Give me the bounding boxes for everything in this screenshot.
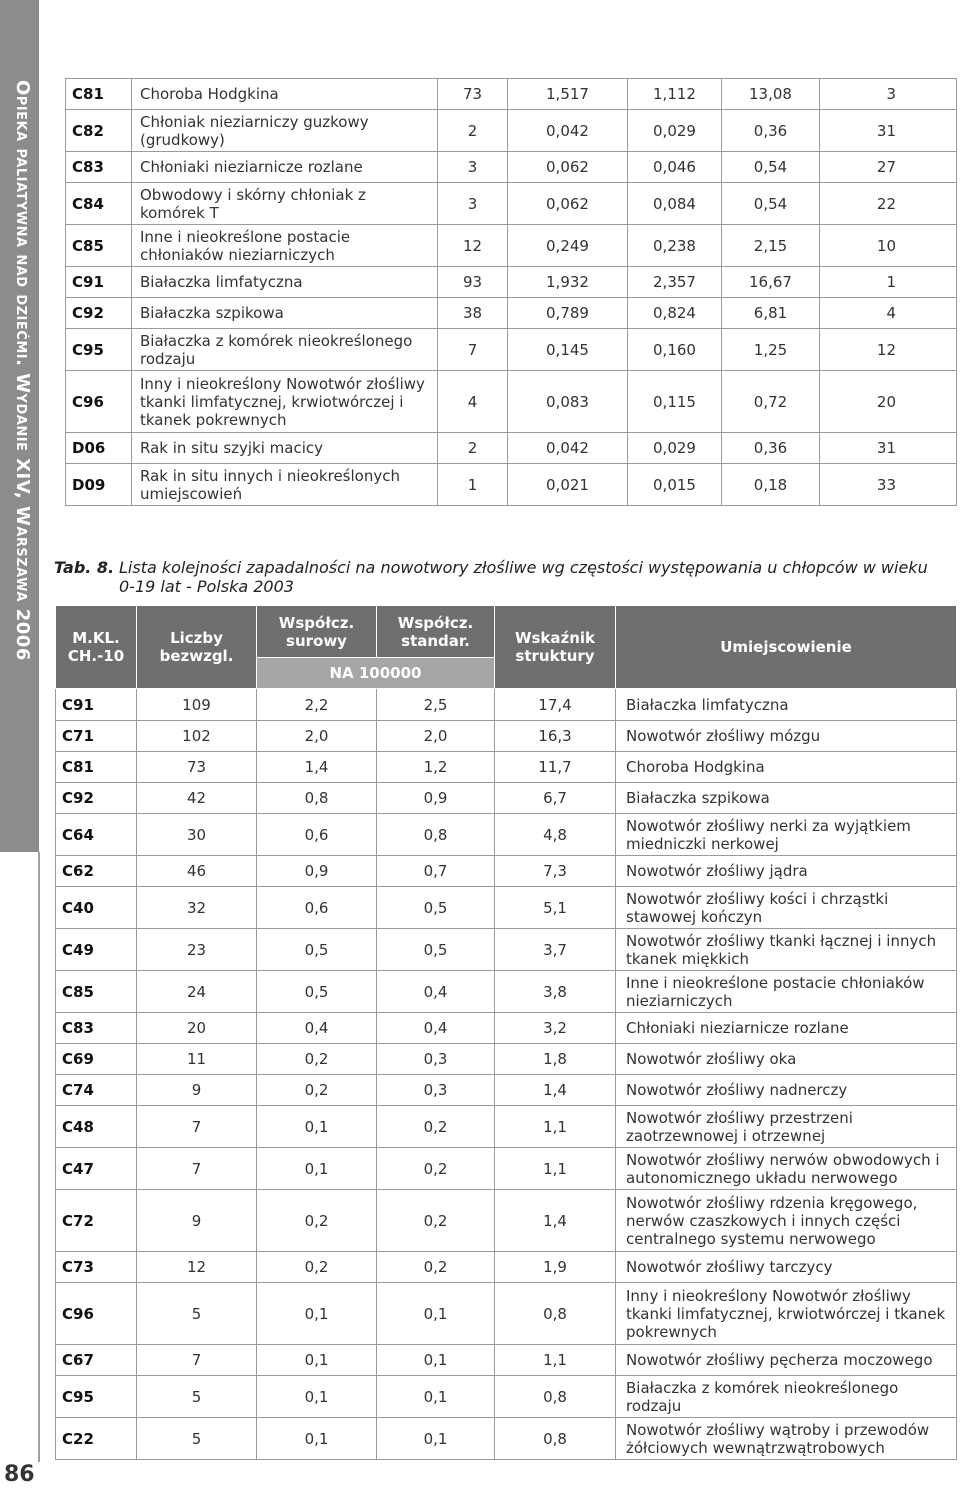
absolute-count: 3 [438,152,508,183]
standardized-rate: 0,046 [628,152,722,183]
structure-index: 7,3 [495,856,616,887]
structure-index: 1,8 [495,1044,616,1075]
structure-index: 0,72 [722,371,820,433]
standardized-rate: 0,3 [377,1075,495,1106]
side-band [0,0,39,852]
crude-rate: 0,5 [257,971,377,1013]
site-description: Nowotwór złośliwy wątroby i przewodów żółciowych wewnątrzwątrobowych [616,1418,957,1460]
crude-rate: 0,1 [257,1106,377,1148]
absolute-count: 30 [137,814,257,856]
standardized-rate: 0,8 [377,814,495,856]
crude-rate: 0,2 [257,1252,377,1283]
site-description: Obwodowy i skórny chłoniak z komórek T [132,183,438,225]
icd-code: C48 [56,1106,137,1148]
icd-code: C82 [66,110,132,152]
site-description: Inne i nieokreślone postacie chłoniaków nieziarniczych [616,971,957,1013]
table-row [66,371,957,433]
site-description: Rak in situ innych i nieokreślonych umiejscowień [132,464,438,506]
table-row [56,856,957,887]
crude-rate: 1,4 [257,752,377,783]
table-row [56,721,957,752]
structure-index: 1,4 [495,1075,616,1106]
icd-code: C22 [56,1418,137,1460]
table-row [56,1148,957,1190]
standardized-rate: 0,9 [377,783,495,814]
crude-rate: 0,4 [257,1013,377,1044]
table-row [56,783,957,814]
table-row [66,152,957,183]
structure-index: 11,7 [495,752,616,783]
rank: 1 [820,267,957,298]
crude-rate: 0,062 [508,152,628,183]
rank: 12 [820,329,957,371]
standardized-rate: 0,3 [377,1044,495,1075]
structure-index: 16,3 [495,721,616,752]
standardized-rate: 0,2 [377,1252,495,1283]
structure-index: 0,54 [722,183,820,225]
site-description: Białaczka z komórek nieokreślonego rodzaju [616,1376,957,1418]
absolute-count: 7 [137,1148,257,1190]
structure-index: 0,36 [722,110,820,152]
icd-code: D06 [66,433,132,464]
icd-code: C83 [56,1013,137,1044]
standardized-rate: 2,5 [377,689,495,721]
structure-index: 0,18 [722,464,820,506]
icd-code: C91 [66,267,132,298]
site-description: Nowotwór złośliwy nerwów obwodowych i autonomicznego układu nerwowego [616,1148,957,1190]
crude-rate: 0,9 [257,856,377,887]
standardized-rate: 0,160 [628,329,722,371]
icd-code: C92 [56,783,137,814]
standardized-rate: 1,112 [628,79,722,110]
table-row [56,929,957,971]
structure-index: 16,67 [722,267,820,298]
site-description: Nowotwór złośliwy tkanki łącznej i innych tkanek miękkich [616,929,957,971]
icd-code: C69 [56,1044,137,1075]
site-description: Inne i nieokreślone postacie chłoniaków nieziarniczych [132,225,438,267]
crude-rate: 0,042 [508,110,628,152]
rank: 20 [820,371,957,433]
absolute-count: 46 [137,856,257,887]
structure-index: 3,2 [495,1013,616,1044]
icd-code: C62 [56,856,137,887]
standardized-rate: 2,0 [377,721,495,752]
absolute-count: 23 [137,929,257,971]
icd-code: C81 [56,752,137,783]
site-description: Rak in situ szyjki macicy [132,433,438,464]
crude-rate: 2,0 [257,721,377,752]
site-description: Nowotwór złośliwy tarczycy [616,1252,957,1283]
header-icd-class: M.KL. CH.-10 [56,606,137,689]
structure-index: 13,08 [722,79,820,110]
absolute-count: 109 [137,689,257,721]
icd-code: C81 [66,79,132,110]
absolute-count: 7 [438,329,508,371]
absolute-count: 102 [137,721,257,752]
standardized-rate: 0,029 [628,433,722,464]
absolute-count: 3 [438,183,508,225]
table-row [56,1013,957,1044]
structure-index: 1,4 [495,1190,616,1252]
icd-code: C64 [56,814,137,856]
incidence-table-continued [65,78,957,506]
absolute-count: 32 [137,887,257,929]
table-row [66,110,957,152]
icd-code: C84 [66,183,132,225]
site-description: Nowotwór złośliwy nadnerczy [616,1075,957,1106]
standardized-rate: 0,238 [628,225,722,267]
absolute-count: 93 [438,267,508,298]
page-number: 86 [4,1462,35,1487]
icd-code: C47 [56,1148,137,1190]
icd-code: C40 [56,887,137,929]
table-row [66,267,957,298]
absolute-count: 42 [137,783,257,814]
table-row [56,814,957,856]
crude-rate: 0,8 [257,783,377,814]
absolute-count: 9 [137,1190,257,1252]
standardized-rate: 0,1 [377,1283,495,1345]
structure-index: 0,8 [495,1376,616,1418]
crude-rate: 1,517 [508,79,628,110]
icd-code: D09 [66,464,132,506]
absolute-count: 7 [137,1345,257,1376]
icd-code: C71 [56,721,137,752]
crude-rate: 0,042 [508,433,628,464]
crude-rate: 0,1 [257,1345,377,1376]
table-row [66,79,957,110]
absolute-count: 2 [438,433,508,464]
structure-index: 0,54 [722,152,820,183]
structure-index: 0,8 [495,1283,616,1345]
structure-index: 6,7 [495,783,616,814]
absolute-count: 12 [137,1252,257,1283]
rank: 33 [820,464,957,506]
site-description: Chłoniaki nieziarnicze rozlane [132,152,438,183]
crude-rate: 1,932 [508,267,628,298]
standardized-rate: 0,4 [377,1013,495,1044]
crude-rate: 0,062 [508,183,628,225]
crude-rate: 0,1 [257,1283,377,1345]
caption-text: Lista kolejności zapadalności na nowotwory złośliwe wg częstości występowania u chłopców w wieku 0-19 lat - Polska 2003 [119,558,928,596]
table-row [56,752,957,783]
icd-code: C91 [56,689,137,721]
table-row [56,971,957,1013]
site-description: Chłoniak nieziarniczy guzkowy (grudkowy) [132,110,438,152]
crude-rate: 0,6 [257,887,377,929]
icd-code: C83 [66,152,132,183]
table-caption [54,558,934,596]
icd-code: C92 [66,298,132,329]
standardized-rate: 0,1 [377,1345,495,1376]
absolute-count: 11 [137,1044,257,1075]
table-row [56,1044,957,1075]
site-description: Chłoniaki nieziarnicze rozlane [616,1013,957,1044]
standardized-rate: 0,2 [377,1190,495,1252]
side-rule [38,852,40,1462]
standardized-rate: 0,5 [377,929,495,971]
table-row [56,1418,957,1460]
standardized-rate: 0,7 [377,856,495,887]
icd-code: C96 [56,1283,137,1345]
crude-rate: 0,083 [508,371,628,433]
absolute-count: 73 [438,79,508,110]
icd-code: C95 [66,329,132,371]
site-description: Nowotwór złośliwy jądra [616,856,957,887]
structure-index: 0,8 [495,1418,616,1460]
crude-rate: 0,1 [257,1148,377,1190]
table-row [66,298,957,329]
absolute-count: 5 [137,1418,257,1460]
site-description: Inny i nieokreślony Nowotwór złośliwy tkanki limfatycznej, krwiotwórczej i tkanek pokrewnych [132,371,438,433]
structure-index: 2,15 [722,225,820,267]
table-row [66,329,957,371]
icd-code: C49 [56,929,137,971]
site-description: Białaczka limfatyczna [616,689,957,721]
structure-index: 1,1 [495,1345,616,1376]
absolute-count: 5 [137,1376,257,1418]
structure-index: 3,8 [495,971,616,1013]
header-per-100000: NA 100000 [257,658,495,689]
crude-rate: 0,1 [257,1376,377,1418]
standardized-rate: 0,115 [628,371,722,433]
header-row [56,606,957,658]
standardized-rate: 0,084 [628,183,722,225]
table-row [56,887,957,929]
absolute-count: 24 [137,971,257,1013]
boys-incidence-table [55,605,957,1460]
structure-index: 4,8 [495,814,616,856]
crude-rate: 0,2 [257,1044,377,1075]
table-row [56,1190,957,1252]
site-description: Nowotwór złośliwy oka [616,1044,957,1075]
crude-rate: 0,1 [257,1418,377,1460]
structure-index: 0,36 [722,433,820,464]
side-title: Opieka paliatywna nad dziećmi. Wydanie XIV, Warszawa 2006 [12,80,33,661]
crude-rate: 2,2 [257,689,377,721]
site-description: Białaczka szpikowa [616,783,957,814]
crude-rate: 0,249 [508,225,628,267]
icd-code: C73 [56,1252,137,1283]
site-description: Nowotwór złośliwy kości i chrząstki stawowej kończyn [616,887,957,929]
standardized-rate: 0,1 [377,1376,495,1418]
site-description: Białaczka limfatyczna [132,267,438,298]
structure-index: 3,7 [495,929,616,971]
icd-code: C67 [56,1345,137,1376]
standardized-rate: 2,357 [628,267,722,298]
header-structure-index: Wskaźnik struktury [495,606,616,689]
rank: 22 [820,183,957,225]
crude-rate: 0,5 [257,929,377,971]
rank: 10 [820,225,957,267]
table-row [56,1106,957,1148]
standardized-rate: 0,2 [377,1106,495,1148]
site-description: Inny i nieokreślony Nowotwór złośliwy tkanki limfatycznej, krwiotwórczej i tkanek pokrewnych [616,1283,957,1345]
table-row [56,1075,957,1106]
site-description: Nowotwór złośliwy nerki za wyjątkiem miedniczki nerkowej [616,814,957,856]
icd-code: C72 [56,1190,137,1252]
standardized-rate: 1,2 [377,752,495,783]
absolute-count: 73 [137,752,257,783]
absolute-count: 4 [438,371,508,433]
structure-index: 1,1 [495,1148,616,1190]
structure-index: 5,1 [495,887,616,929]
structure-index: 1,25 [722,329,820,371]
absolute-count: 1 [438,464,508,506]
icd-code: C95 [56,1376,137,1418]
site-description: Choroba Hodgkina [132,79,438,110]
site-description: Nowotwór złośliwy pęcherza moczowego [616,1345,957,1376]
crude-rate: 0,145 [508,329,628,371]
absolute-count: 9 [137,1075,257,1106]
absolute-count: 2 [438,110,508,152]
structure-index: 6,81 [722,298,820,329]
rank: 31 [820,433,957,464]
rank: 31 [820,110,957,152]
table-row [56,1252,957,1283]
table-row [56,689,957,721]
absolute-count: 20 [137,1013,257,1044]
absolute-count: 7 [137,1106,257,1148]
crude-rate: 0,2 [257,1190,377,1252]
structure-index: 17,4 [495,689,616,721]
site-description: Choroba Hodgkina [616,752,957,783]
standardized-rate: 0,029 [628,110,722,152]
header-crude-rate: Współcz. surowy [257,606,377,658]
standardized-rate: 0,4 [377,971,495,1013]
site-description: Nowotwór złośliwy przestrzeni zaotrzewnowej i otrzewnej [616,1106,957,1148]
rank: 3 [820,79,957,110]
site-description: Białaczka szpikowa [132,298,438,329]
crude-rate: 0,6 [257,814,377,856]
header-standardized-rate: Współcz. standar. [377,606,495,658]
site-description: Nowotwór złośliwy rdzenia kręgowego, nerwów czaszkowych i innych części centralnego systemu nerwowego [616,1190,957,1252]
crude-rate: 0,021 [508,464,628,506]
standardized-rate: 0,5 [377,887,495,929]
site-description: Białaczka z komórek nieokreślonego rodzaju [132,329,438,371]
absolute-count: 12 [438,225,508,267]
standardized-rate: 0,015 [628,464,722,506]
structure-index: 1,1 [495,1106,616,1148]
standardized-rate: 0,2 [377,1148,495,1190]
table-row [56,1376,957,1418]
caption-label: Tab. 8. [54,558,115,577]
icd-code: C74 [56,1075,137,1106]
table-row [66,464,957,506]
rank: 4 [820,298,957,329]
header-absolute-count: Liczby bezwzgl. [137,606,257,689]
table-row [56,1283,957,1345]
icd-code: C96 [66,371,132,433]
rank: 27 [820,152,957,183]
absolute-count: 5 [137,1283,257,1345]
table-row [66,183,957,225]
icd-code: C85 [56,971,137,1013]
icd-code: C85 [66,225,132,267]
table-row [66,225,957,267]
header-site: Umiejscowienie [616,606,957,689]
crude-rate: 0,789 [508,298,628,329]
site-description: Nowotwór złośliwy mózgu [616,721,957,752]
structure-index: 1,9 [495,1252,616,1283]
standardized-rate: 0,1 [377,1418,495,1460]
crude-rate: 0,2 [257,1075,377,1106]
absolute-count: 38 [438,298,508,329]
standardized-rate: 0,824 [628,298,722,329]
table-row [66,433,957,464]
table-row [56,1345,957,1376]
